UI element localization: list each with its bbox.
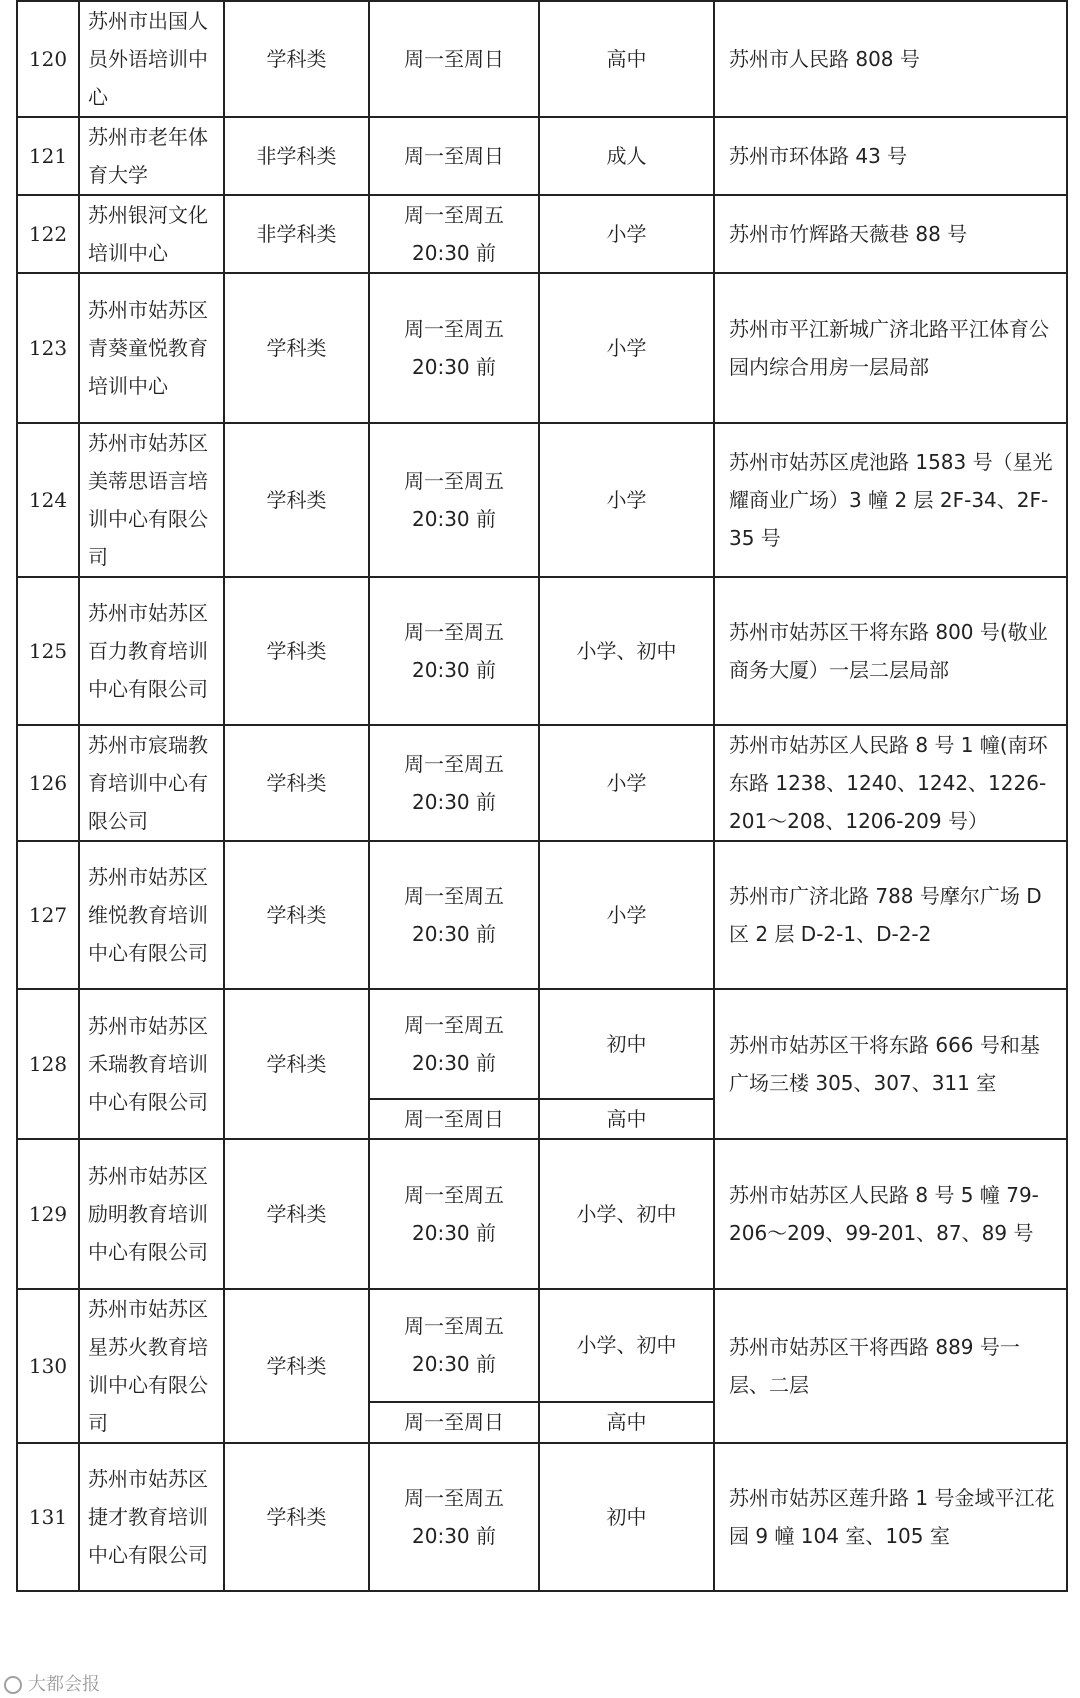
row-number: 120 bbox=[17, 1, 79, 117]
row-number: 122 bbox=[17, 195, 79, 273]
address: 苏州市姑苏区人民路 8 号 5 幢 79-206～209、99-201、87、89 号 bbox=[714, 1139, 1067, 1289]
training-time: 周一至周五 20:30 前 bbox=[369, 1443, 539, 1591]
education-stage: 高中 bbox=[539, 1, 714, 117]
address: 苏州市平江新城广济北路平江体育公园内综合用房一层局部 bbox=[714, 273, 1067, 423]
address: 苏州市广济北路 788 号摩尔广场 D 区 2 层 D-2-1、D-2-2 bbox=[714, 841, 1067, 989]
institution-name: 苏州市姑苏区百力教育培训中心有限公司 bbox=[79, 577, 224, 725]
row-number: 127 bbox=[17, 841, 79, 989]
table-row bbox=[17, 117, 1067, 195]
institution-type: 非学科类 bbox=[224, 117, 369, 195]
education-stage: 小学、初中 bbox=[539, 1139, 714, 1289]
training-time: 周一至周日 bbox=[369, 1, 539, 117]
education-stage: 成人 bbox=[539, 117, 714, 195]
education-stage: 高中 bbox=[539, 1099, 714, 1139]
training-time: 周一至周五 20:30 前 bbox=[369, 273, 539, 423]
education-stage: 初中 bbox=[539, 989, 714, 1099]
row-number: 124 bbox=[17, 423, 79, 577]
training-time: 周一至周五 20:30 前 bbox=[369, 1289, 539, 1402]
institution-name: 苏州银河文化培训中心 bbox=[79, 195, 224, 273]
institution-name: 苏州市姑苏区青葵童悦教育培训中心 bbox=[79, 273, 224, 423]
education-stage: 小学、初中 bbox=[539, 1289, 714, 1402]
education-stage: 小学 bbox=[539, 195, 714, 273]
address: 苏州市姑苏区莲升路 1 号金域平江花园 9 幢 104 室、105 室 bbox=[714, 1443, 1067, 1591]
table-row bbox=[17, 1289, 1067, 1402]
education-stage: 初中 bbox=[539, 1443, 714, 1591]
row-number: 123 bbox=[17, 273, 79, 423]
table-row bbox=[17, 423, 1067, 577]
institution-type: 学科类 bbox=[224, 1443, 369, 1591]
table-row bbox=[17, 1139, 1067, 1289]
row-number: 121 bbox=[17, 117, 79, 195]
education-stage: 小学 bbox=[539, 423, 714, 577]
address: 苏州市姑苏区干将西路 889 号一层、二层 bbox=[714, 1289, 1067, 1443]
institution-name: 苏州市姑苏区星苏火教育培训中心有限公司 bbox=[79, 1289, 224, 1443]
institution-type: 学科类 bbox=[224, 989, 369, 1139]
table-row bbox=[17, 989, 1067, 1099]
training-time: 周一至周五 20:30 前 bbox=[369, 1139, 539, 1289]
row-number: 128 bbox=[17, 989, 79, 1139]
institution-table bbox=[16, 0, 1068, 1592]
table-row bbox=[17, 1443, 1067, 1591]
row-number: 125 bbox=[17, 577, 79, 725]
table-row bbox=[17, 725, 1067, 841]
training-time: 周一至周五 20:30 前 bbox=[369, 841, 539, 989]
table-row bbox=[17, 841, 1067, 989]
institution-name: 苏州市老年体育大学 bbox=[79, 117, 224, 195]
address: 苏州市人民路 808 号 bbox=[714, 1, 1067, 117]
institution-type: 学科类 bbox=[224, 725, 369, 841]
address: 苏州市环体路 43 号 bbox=[714, 117, 1067, 195]
table-row bbox=[17, 577, 1067, 725]
address: 苏州市姑苏区人民路 8 号 1 幢(南环东路 1238、1240、1242、1226-201～208、1206-209 号） bbox=[714, 725, 1067, 841]
institution-name: 苏州市姑苏区励明教育培训中心有限公司 bbox=[79, 1139, 224, 1289]
education-stage: 高中 bbox=[539, 1402, 714, 1443]
address: 苏州市姑苏区虎池路 1583 号（星光耀商业广场）3 幢 2 层 2F-34、2F-35 号 bbox=[714, 423, 1067, 577]
institution-type: 学科类 bbox=[224, 577, 369, 725]
institution-type: 学科类 bbox=[224, 1289, 369, 1443]
table-body bbox=[17, 1, 1067, 1591]
education-stage: 小学、初中 bbox=[539, 577, 714, 725]
training-time: 周一至周日 bbox=[369, 1099, 539, 1139]
table-row bbox=[17, 1, 1067, 117]
institution-name: 苏州市出国人员外语培训中心 bbox=[79, 1, 224, 117]
institution-type: 学科类 bbox=[224, 423, 369, 577]
institution-type: 非学科类 bbox=[224, 195, 369, 273]
institution-name: 苏州市姑苏区美蒂思语言培训中心有限公司 bbox=[79, 423, 224, 577]
training-time: 周一至周五 20:30 前 bbox=[369, 989, 539, 1099]
address: 苏州市竹辉路天薇巷 88 号 bbox=[714, 195, 1067, 273]
training-time: 周一至周日 bbox=[369, 117, 539, 195]
address: 苏州市姑苏区干将东路 666 号和基广场三楼 305、307、311 室 bbox=[714, 989, 1067, 1139]
row-number: 130 bbox=[17, 1289, 79, 1443]
education-stage: 小学 bbox=[539, 273, 714, 423]
training-time: 周一至周五 20:30 前 bbox=[369, 423, 539, 577]
training-time: 周一至周五 20:30 前 bbox=[369, 725, 539, 841]
institution-type: 学科类 bbox=[224, 1139, 369, 1289]
training-time: 周一至周五 20:30 前 bbox=[369, 577, 539, 725]
row-number: 131 bbox=[17, 1443, 79, 1591]
table-row bbox=[17, 195, 1067, 273]
institution-type: 学科类 bbox=[224, 273, 369, 423]
institution-type: 学科类 bbox=[224, 841, 369, 989]
institution-name: 苏州市姑苏区禾瑞教育培训中心有限公司 bbox=[79, 989, 224, 1139]
training-time: 周一至周五 20:30 前 bbox=[369, 195, 539, 273]
institution-type: 学科类 bbox=[224, 1, 369, 117]
watermark bbox=[4, 1670, 100, 1696]
institution-name: 苏州市姑苏区捷才教育培训中心有限公司 bbox=[79, 1443, 224, 1591]
education-stage: 小学 bbox=[539, 725, 714, 841]
institution-name: 苏州市宸瑞教育培训中心有限公司 bbox=[79, 725, 224, 841]
watermark-text: 大都会报 bbox=[28, 1674, 100, 1695]
table-row bbox=[17, 273, 1067, 423]
institution-name: 苏州市姑苏区维悦教育培训中心有限公司 bbox=[79, 841, 224, 989]
education-stage: 小学 bbox=[539, 841, 714, 989]
training-time: 周一至周日 bbox=[369, 1402, 539, 1443]
address: 苏州市姑苏区干将东路 800 号(敬业商务大厦）一层二层局部 bbox=[714, 577, 1067, 725]
row-number: 126 bbox=[17, 725, 79, 841]
row-number: 129 bbox=[17, 1139, 79, 1289]
watermark-logo-icon bbox=[4, 1676, 22, 1694]
